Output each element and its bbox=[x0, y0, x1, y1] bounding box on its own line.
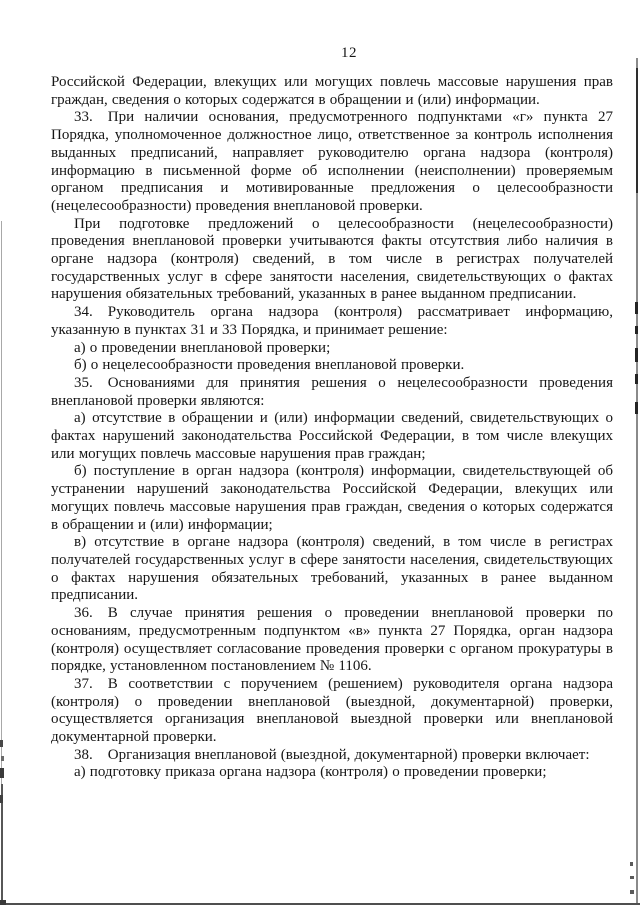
scan-speck bbox=[0, 768, 4, 778]
scan-speck bbox=[0, 900, 6, 905]
paragraph: 37. В соответствии с поручением (решением) руководителя органа надзора (контроля) о проведении внеплановой (выездной, документарной) проверки, осуществляется организация внеплановой выездной проверки или внеплановой документарной проверки. bbox=[51, 675, 613, 746]
paragraph: в) отсутствие в органе надзора (контроля) сведений, в том числе в регистрах получателей государственных услуг в сфере занятости населения, свидетельствующих о фактах нарушения обязательных требований, указанных в ранее выданном предписании. bbox=[51, 534, 613, 604]
paragraph: 33. При наличии основания, предусмотренного подпунктами «г» пункта 27 Порядка, уполномоченное должностное лицо, ответственное за контроль исполнения выданных предписаний, направляет руководителю органа надзора (контроля) информацию в письменной форме об исполнении (неисполнении) проверяемым органом предписания и мотивированные предложения о целесообразности (нецелесообразности) проведения внеплановой проверки. bbox=[51, 109, 613, 214]
paragraph: а) отсутствие в обращении и (или) информации сведений, свидетельствующих о фактах нарушений законодательства Российской Федерации, в том числе влекущих или могущих повлечь массовые нарушения прав граждан; bbox=[51, 410, 613, 462]
paragraph: б) о нецелесообразности проведения внеплановой проверки. bbox=[74, 357, 465, 374]
paragraph: Российской Федерации, влекущих или могущих повлечь массовые нарушения прав граждан, сведения о которых содержатся в обращении и (или) информации. bbox=[51, 74, 613, 108]
scan-speck bbox=[630, 862, 633, 866]
paragraph: 38. Организация внеплановой (выездной, документарной) проверки включает: bbox=[74, 746, 590, 763]
scan-edge-left-line-dark bbox=[1, 784, 3, 905]
scan-speck bbox=[630, 876, 634, 879]
scan-speck bbox=[635, 326, 638, 334]
scan-speck bbox=[0, 740, 3, 747]
page-content bbox=[51, 45, 613, 782]
paragraph: 34. Руководитель органа надзора (контроля) рассматривает информацию, указанную в пунктах 31 и 33 Порядка, и принимает решение: bbox=[51, 304, 613, 338]
scan-speck bbox=[635, 374, 638, 384]
paragraph: а) о проведении внеплановой проверки; bbox=[74, 339, 331, 356]
scan-speck bbox=[635, 348, 638, 362]
paragraph: 35. Основаниями для принятия решения о нецелесообразности проведения внеплановой проверки являются: bbox=[51, 374, 613, 409]
scan-edge-right-line bbox=[636, 58, 638, 905]
scan-speck bbox=[635, 402, 638, 414]
paragraph: а) подготовку приказа органа надзора (контроля) о проведении проверки; bbox=[74, 764, 547, 781]
scan-speck bbox=[1, 756, 4, 761]
paragraph: б) поступление в орган надзора (контроля) информации, свидетельствующей об устранении нарушений законодательства Российской Федерации, влекущих или могущих повлечь массовые нарушения прав граждан, сведения о которых содержатся в обращении и (или) информации; bbox=[51, 463, 613, 533]
scan-speck bbox=[635, 302, 638, 314]
scan-speck bbox=[0, 795, 3, 803]
paragraph: 36. В случае принятия решения о проведении внеплановой проверки по основаниям, предусмотренным подпунктом «в» пункта 27 Порядка, орган надзора (контроля) осуществляет согласование проведения проверки с органом прокуратуры в порядке, установленном постановлением № 1106. bbox=[51, 605, 613, 675]
page-number: 12 bbox=[341, 45, 357, 61]
paragraph: При подготовке предложений о целесообразности (нецелесообразности) проведения внеплановой проверки учитываются факты отсутствия либо наличия в органе надзора (контроля) сведений, в том числе в регистрах получателей государственных услуг в сфере занятости населения, свидетельствующих о фактах нарушения обязательных требований, указанных в ранее выданном предписании. bbox=[51, 215, 613, 303]
scan-edge-right-dark bbox=[636, 68, 638, 193]
scan-edge-left-line bbox=[1, 221, 2, 905]
scan-speck bbox=[630, 890, 634, 894]
document-body bbox=[51, 74, 613, 782]
